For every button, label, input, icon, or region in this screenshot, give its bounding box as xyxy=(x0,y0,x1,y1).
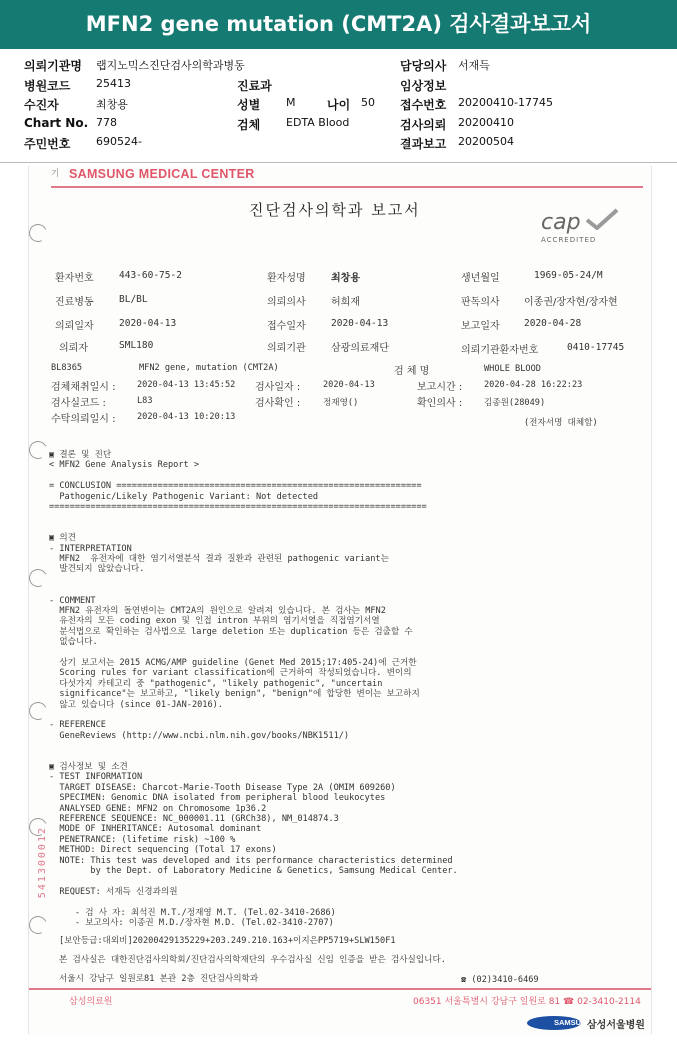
physician-value: 서재득 xyxy=(458,59,490,72)
report-body-line: - 검 사 자: 최석진 M.T./정재영 M.T. (Tel.02-3410-2686) xyxy=(49,907,336,918)
id-label: 주민번호 xyxy=(24,137,71,151)
report-body-line: TARGET DISEASE: Charcot-Marie-Tooth Disease Type 2A (OMIM 609260) xyxy=(49,782,396,793)
receiver-label: 수진자 xyxy=(24,98,59,112)
request-date-label: 검사의뢰 xyxy=(400,118,447,132)
samsung-logo-text: SAMSUNG xyxy=(554,1018,593,1027)
report-body-line: - INTERPRETATION xyxy=(49,543,132,554)
report-body-line: 유전자의 모든 coding exon 및 인접 intron 부위의 염기서열을 직접염기서열 xyxy=(49,616,380,627)
report-body-line: by the Dept. of Laboratory Medicine & Genetics, Samsung Medical Center. xyxy=(49,866,458,876)
room-label: 검사실코드 : xyxy=(51,398,106,409)
req-date-value: 2020-04-13 xyxy=(119,318,177,329)
pname-value: 최창용 xyxy=(331,273,360,284)
institution-value: 랩지노믹스진단검사의학과병동 xyxy=(96,59,245,72)
ward-value: BL/BL xyxy=(119,294,148,305)
specimen-label: 검체 xyxy=(237,118,261,132)
cap-accredited-logo xyxy=(541,210,621,246)
report-body-line: ========================================================================= xyxy=(49,502,427,512)
reader-value: 이종권/장자현/장자현 xyxy=(524,297,618,308)
punch-hole-icon xyxy=(26,913,49,936)
report-body-line: GeneReviews (http://www.ncbi.nlm.nih.gov/books/NBK1511/) xyxy=(49,730,350,741)
age-value: 50 xyxy=(361,96,375,109)
report-body-line: 발견되지 않았습니다. xyxy=(49,564,145,575)
punch-hole-icon xyxy=(26,221,49,244)
accession-label: 접수번호 xyxy=(400,98,447,112)
ward-code-label: 병원코드 xyxy=(24,79,71,93)
report-body-line: ▣ 의견 xyxy=(49,533,76,544)
inst-label: 의뢰기관 xyxy=(267,343,306,354)
report-body-line: ANALYSED GENE: MFN2 on Chromosome 1p36.2 xyxy=(49,803,267,814)
doc-value: 허희재 xyxy=(331,297,360,308)
id-value: 690524- xyxy=(96,135,142,148)
checkmark-icon xyxy=(585,208,619,230)
punch-hole-icon xyxy=(26,699,49,722)
test-code: BL8365 xyxy=(51,363,83,373)
exam-date-label: 검사일자 : xyxy=(255,382,301,393)
requester-value: SML180 xyxy=(119,340,154,351)
report-body-line: - REFERENCE xyxy=(49,720,106,731)
brand-rule xyxy=(51,186,643,188)
address-line: 서울시 강남구 일원로81 본관 2층 진단검사의학과 xyxy=(59,974,259,984)
report-time-label: 보고시간 : xyxy=(417,382,463,393)
exam-date-value: 2020-04-13 xyxy=(323,380,375,390)
report-body-line: ▣ 검사정보 및 소견 xyxy=(49,762,128,772)
pid-label: 환자번호 xyxy=(55,273,94,284)
test-specimen-label: 검 체 명 xyxy=(394,366,430,377)
test-specimen-value: WHOLE BLOOD xyxy=(484,364,541,374)
footer-left: 삼성의료원 xyxy=(69,997,113,1007)
inst-pid-label: 의뢰기관환자번호 xyxy=(461,345,539,356)
doc-label: 의뢰의사 xyxy=(267,297,306,308)
age-label: 나이 xyxy=(327,98,351,112)
requester-label: 의뢰자 xyxy=(59,343,88,354)
samsung-brand: SAMSUNG MEDICAL CENTER xyxy=(69,167,255,181)
header-divider xyxy=(0,162,677,163)
sex-value: M xyxy=(286,96,296,109)
scanned-report xyxy=(28,166,652,1034)
punch-hole-icon xyxy=(26,438,49,461)
confirm-label: 검사확인 : xyxy=(255,398,301,409)
scan-report-title: 진단검사의학과 보고서 xyxy=(249,201,421,219)
confirm-value: 정재영() xyxy=(323,398,359,408)
footer-address: 06351 서울특별시 강남구 일원로 81 ☎ 02-3410-2114 xyxy=(413,997,641,1007)
inst-value: 삼광의료재단 xyxy=(331,343,389,354)
test-name: MFN2 gene, mutation (CMT2A) xyxy=(139,363,279,373)
sample-recv-label: 수탁의뢰일시 : xyxy=(51,414,116,425)
cap-sub: ACCREDITED xyxy=(541,236,597,244)
report-body-line: = CONCLUSION =========================================================== xyxy=(49,481,422,492)
room-value: L83 xyxy=(137,396,153,406)
report-body-line: MFN2 유전자의 돌연변이는 CMT2A의 원인으로 알려져 있습니다. 본 검사는 MFN2 xyxy=(49,606,386,616)
dob-value: 1969-05-24/M xyxy=(534,270,603,281)
ward-label: 진료병동 xyxy=(55,297,94,308)
accession-value: 20200410-17745 xyxy=(458,96,553,109)
footer-rule xyxy=(29,988,651,990)
department-label: 진료과 xyxy=(237,79,272,93)
collect-value: 2020-04-13 13:45:52 xyxy=(137,380,236,390)
sample-recv-value: 2020-04-13 10:20:13 xyxy=(137,412,236,422)
specimen-value: EDTA Blood xyxy=(286,116,350,129)
rep-date-label: 보고일자 xyxy=(461,321,500,332)
report-body-line: 상기 보고서는 2015 ACMG/AMP guideline (Genet Med 2015;17:405-24)에 근거한 xyxy=(49,658,417,668)
collect-label: 검체채취일시 : xyxy=(51,382,116,393)
sex-label: 성별 xyxy=(237,98,261,112)
security-line: [보안등급:대외비]20200429135229+203.249.210.163+이지은PP5719+SLW150F1 xyxy=(59,936,396,946)
dob-label: 생년월일 xyxy=(461,273,500,284)
report-body-line: Pathogenic/Likely Pathogenic Variant: Not detected xyxy=(49,491,319,502)
institution-label: 의뢰기관명 xyxy=(24,59,82,73)
receiver-value: 최창용 xyxy=(96,98,128,111)
verifier-value: 김종원(28049) xyxy=(484,398,546,408)
chart-label: Chart No. xyxy=(24,116,89,130)
report-date-label: 결과보고 xyxy=(400,137,447,151)
verifier-label: 확인의사 : xyxy=(417,398,463,409)
samsung-logo xyxy=(527,1016,593,1030)
brand-prefix: 기 xyxy=(51,169,60,179)
report-body-line: significance"는 보고하고, "likely benign", "benign"에 합당한 변이는 보고하지 xyxy=(49,689,420,700)
report-body-line: Scoring rules for variant classification에 근거하여 작성되었습니다. 변이의 xyxy=(49,668,412,679)
report-body-line: 다섯가지 카테고리 중 "pathogenic", "likely pathogenic", "uncertain xyxy=(49,678,383,689)
report-body-line: MODE OF INHERITANCE: Autosomal dominant xyxy=(49,824,262,835)
report-body-line: SPECIMEN: Genomic DNA isolated from peripheral blood leukocytes xyxy=(49,793,386,804)
report-body-line: MFN2 유전자에 대한 염기서열분석 결과 질환과 관련된 pathogenic variant는 xyxy=(49,554,389,564)
report-body-line: 않고 있습니다 (since 01-JAN-2016). xyxy=(49,699,223,710)
recv-date-label: 접수일자 xyxy=(267,321,306,332)
clinical-info-label: 임상정보 xyxy=(400,79,447,93)
cap-text: cap xyxy=(541,210,581,235)
report-body-line: < MFN2 Gene Analysis Report > xyxy=(49,460,200,471)
notice-line: 본 검사실은 대한진단검사의학회/진단검사의학재단의 우수검사실 신임 인증을 받은 검사실입니다. xyxy=(59,955,446,965)
report-body-line: ▣ 결론 및 진단 xyxy=(49,450,112,460)
side-number: 541300012 xyxy=(37,826,48,899)
report-body-line: REQUEST: 서재득 신경과의원 xyxy=(49,886,178,897)
chart-value: 778 xyxy=(96,116,117,129)
phone-line: ☎ (02)3410-6469 xyxy=(461,975,539,985)
report-body-line: - 보고의사: 이종권 M.D./장자현 M.D. (Tel.02-3410-2707) xyxy=(49,918,334,928)
physician-label: 담당의사 xyxy=(400,59,447,73)
report-body-line: METHOD: Direct sequencing (Total 17 exons) xyxy=(49,845,277,856)
ward-code-value: 25413 xyxy=(96,77,131,90)
report-body-line: - TEST INFORMATION xyxy=(49,772,143,783)
report-body-line: 없습니다. xyxy=(49,637,98,648)
pid-value: 443-60-75-2 xyxy=(119,270,182,281)
req-date-label: 의뢰일자 xyxy=(55,321,94,332)
report-body-line: REFERENCE SEQUENCE: NC_000001.11 (GRCh38), NM_014874.3 xyxy=(49,814,339,824)
rep-date-value: 2020-04-28 xyxy=(524,318,582,329)
punch-hole-icon xyxy=(26,566,49,589)
report-body-line: NOTE: This test was developed and its performance characteristics determined xyxy=(49,855,453,866)
e-sign-note: (전자서명 대체함) xyxy=(524,418,598,428)
request-date-value: 20200410 xyxy=(458,116,514,129)
report-title: MFN2 gene mutation (CMT2A) 검사결과보고서 xyxy=(85,12,592,36)
report-body-line: - COMMENT xyxy=(49,595,96,606)
pname-label: 환자성명 xyxy=(267,273,306,284)
recv-date-value: 2020-04-13 xyxy=(331,318,389,329)
patient-header xyxy=(0,49,677,161)
reader-label: 판독의사 xyxy=(461,297,500,308)
footer-right: 삼성서울병원 xyxy=(587,1020,645,1031)
inst-pid-value: 0410-17745 xyxy=(567,342,625,353)
report-body-line: PENETRANCE: (lifetime risk) ~100 % xyxy=(49,834,236,845)
report-time-value: 2020-04-28 16:22:23 xyxy=(484,380,583,390)
report-title-bar xyxy=(0,0,677,49)
report-body-line: 분석법으로 확인하는 검사법으로 large deletion 또는 duplication 등은 검출할 수 xyxy=(49,626,413,637)
report-date-value: 20200504 xyxy=(458,135,514,148)
